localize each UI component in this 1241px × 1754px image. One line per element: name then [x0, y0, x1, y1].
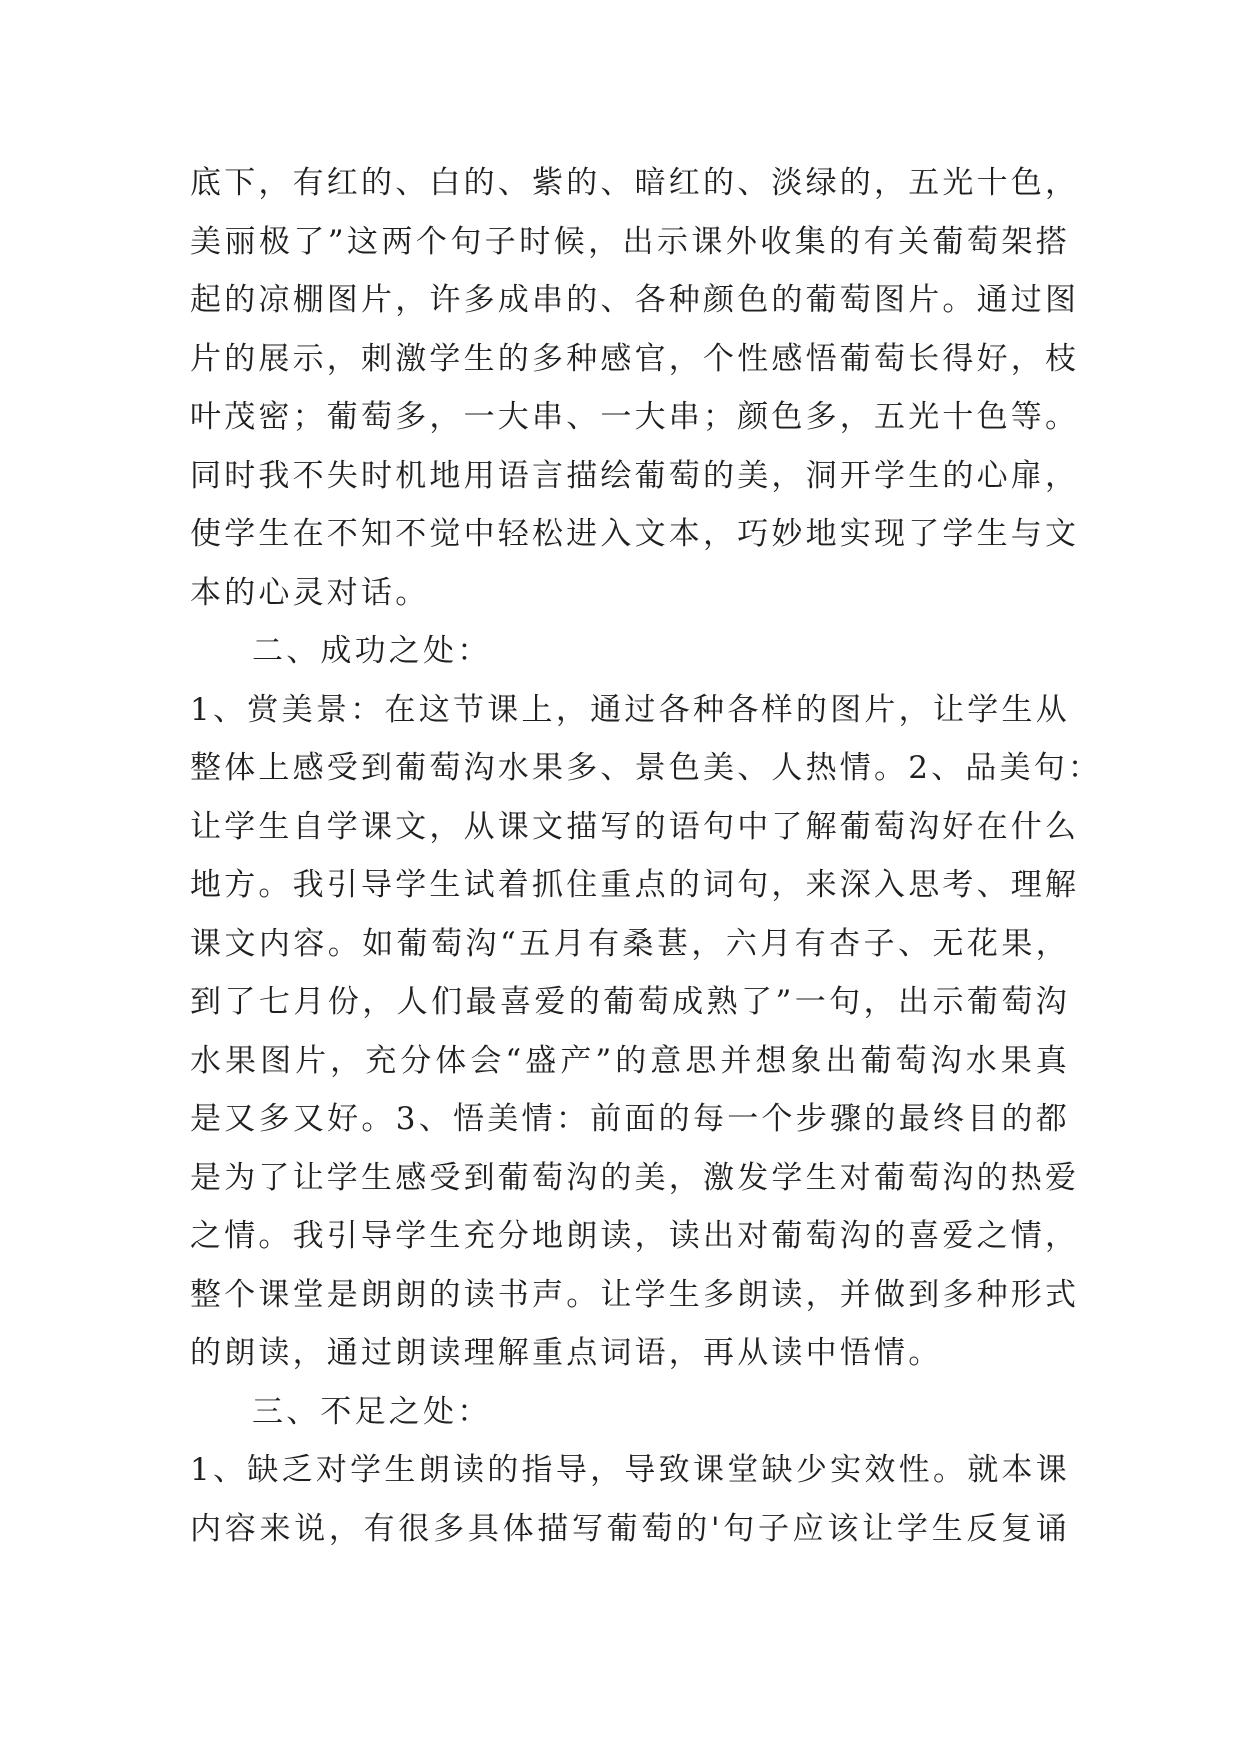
text-line: 地方。我引导学生试着抓住重点的词句，来深入思考、理解: [190, 867, 1080, 903]
text-line: 叶茂密；葡萄多，一大串、一大串；颜色多，五光十色等。: [190, 399, 1080, 435]
text-line: 1、赏美景：在这节课上，通过各种各样的图片，让学生从: [190, 691, 1070, 728]
text-line: 水果图片，充分体会“盛产”的意思并想象出葡萄沟水果真: [190, 1042, 1070, 1079]
text-line: 本的心灵对话。: [190, 574, 430, 611]
text-line: 内容来说，有很多具体描写葡萄的'句子应该让学生反复诵: [190, 1510, 1070, 1547]
text-line: 是为了让学生感受到葡萄沟的美，激发学生对葡萄沟的热爱: [190, 1159, 1080, 1196]
text-line: 1、缺乏对学生朗读的指导，导致课堂缺少实效性。就本课: [190, 1452, 1070, 1488]
text-line: 之情。我引导学生充分地朗读，读出对葡萄沟的喜爱之情，: [190, 1218, 1080, 1254]
section-heading: 三、不足之处：: [252, 1393, 492, 1430]
text-line: 到了七月份，人们最喜爱的葡萄成熟了”一句，出示葡萄沟: [190, 984, 1070, 1020]
text-line: 让学生自学课文，从课文描写的语句中了解葡萄沟好在什么: [190, 808, 1080, 845]
text-line: 美丽极了”这两个句子时候，出示课外收集的有关葡萄架搭: [190, 223, 1070, 260]
text-line: 片的展示，刺激学生的多种感官，个性感悟葡萄长得好，枝: [190, 340, 1080, 377]
document-body: [190, 154, 1103, 1558]
text-line: 课文内容。如葡萄沟“五月有桑葚，六月有杏子、无花果，: [190, 925, 1070, 962]
section-heading: 二、成功之处：: [252, 633, 492, 669]
text-line: 同时我不失时机地用语言描绘葡萄的美，洞开学生的心扉，: [190, 457, 1080, 494]
text-line: 起的凉棚图片，许多成串的、各种颜色的葡萄图片。通过图: [190, 282, 1080, 318]
text-line: 整个课堂是朗朗的读书声。让学生多朗读，并做到多种形式: [190, 1276, 1080, 1313]
text-line: 整体上感受到葡萄沟水果多、景色美、人热情。2、品美句：: [190, 750, 1103, 786]
text-line: 使学生在不知不觉中轻松进入文本，巧妙地实现了学生与文: [190, 516, 1080, 552]
text-line: 是又多又好。3、悟美情：前面的每一个步骤的最终目的都: [190, 1101, 1070, 1137]
text-line: 底下，有红的、白的、紫的、暗红的、淡绿的，五光十色，: [190, 165, 1080, 201]
text-line: 的朗读，通过朗读理解重点词语，再从读中悟情。: [190, 1335, 943, 1371]
